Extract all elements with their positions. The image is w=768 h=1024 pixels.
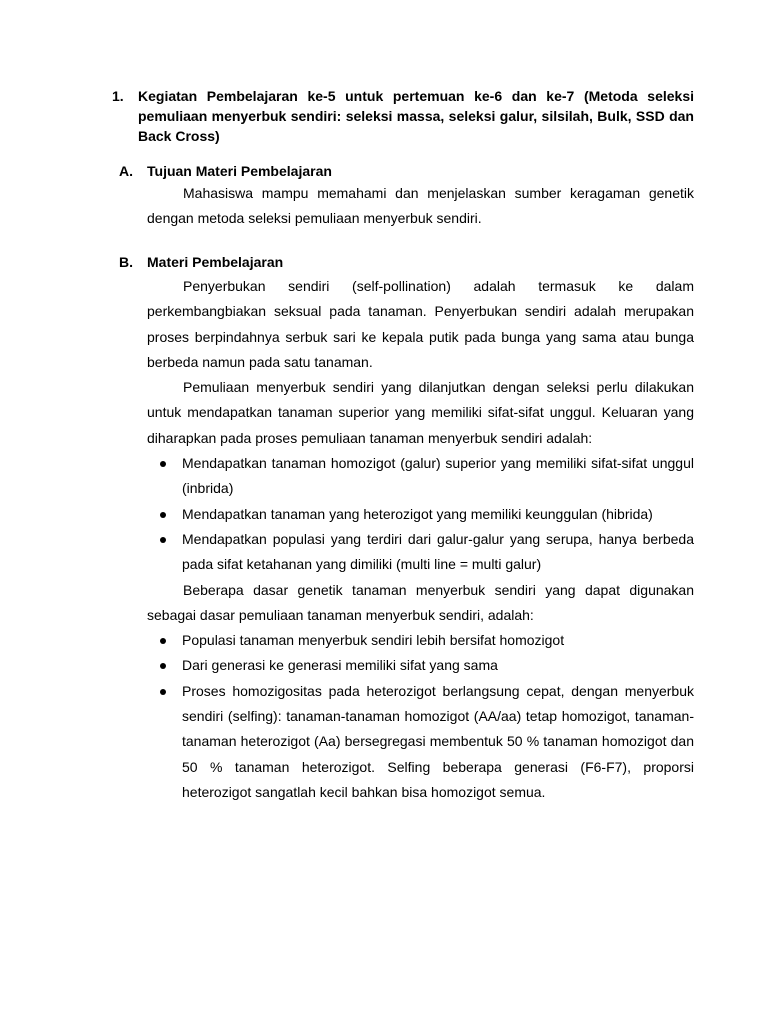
bullet-icon xyxy=(160,512,166,518)
section-b-heading xyxy=(119,252,283,272)
list-item xyxy=(147,653,694,678)
activity-title xyxy=(112,86,694,146)
section-a-letter: A. xyxy=(119,163,133,179)
list-item-text: Mendapatkan tanaman homozigot (galur) superior yang memiliki sifat-sifat unggul (inbrida) xyxy=(182,455,694,497)
section-a-body xyxy=(147,181,694,232)
list-item-text: Dari generasi ke generasi memiliki sifat yang sama xyxy=(182,657,498,674)
section-b-paragraph-1: Penyerbukan sendiri (self-pollination) adalah termasuk ke dalam perkembangbiakan seksual pada tanaman. Penyerbukan sendiri adalah merupakan proses berpindahnya serbuk sari ke kepala putik pada bunga yang sama atau bunga berbeda namun pada satu tanaman. xyxy=(147,278,694,370)
section-a-title: Tujuan Materi Pembelajaran xyxy=(147,163,332,179)
section-a-heading xyxy=(119,161,332,181)
section-b-body xyxy=(147,274,694,805)
list-item xyxy=(147,451,694,502)
title-text: Kegiatan Pembelajaran ke-5 untuk pertemuan ke-6 dan ke-7 (Metoda seleksi pemuliaan menyerbuk sendiri: seleksi massa, seleksi galur, silsilah, Bulk, SSD dan Back Cross) xyxy=(138,88,694,144)
list-item xyxy=(147,527,694,578)
section-b-title: Materi Pembelajaran xyxy=(147,254,284,270)
outcomes-list xyxy=(147,451,694,577)
genetic-basis-list xyxy=(147,628,694,805)
list-item-text: Proses homozigositas pada heterozigot berlangsung cepat, dengan menyerbuk sendiri (selfing): tanaman-tanaman homozigot (AA/aa) tetap homozigot, tanaman-tanaman heterozigot (Aa) bersegregasi membentuk 50 % tanaman homozigot dan 50 % tanaman heterozigot. Selfing beberapa generasi (F6-F7), proporsi heterozigot sangatlah kecil bahkan bisa homozigot semua. xyxy=(182,682,694,800)
bullet-icon xyxy=(160,638,166,644)
section-b-paragraph-3: Beberapa dasar genetik tanaman menyerbuk sendiri yang dapat digunakan sebagai dasar pemuliaan tanaman menyerbuk sendiri, adalah: xyxy=(147,581,694,623)
bullet-icon xyxy=(160,663,166,669)
section-a-paragraph: Mahasiswa mampu memahami dan menjelaskan sumber keragaman genetik dengan metoda seleksi pemuliaan menyerbuk sendiri. xyxy=(147,185,694,227)
list-item xyxy=(147,628,694,653)
list-item xyxy=(147,502,694,527)
bullet-icon xyxy=(160,689,166,695)
bullet-icon xyxy=(160,537,166,543)
list-item-text: Populasi tanaman menyerbuk sendiri lebih bersifat homozigot xyxy=(182,632,565,649)
section-b-letter: B. xyxy=(119,254,133,270)
section-b-paragraph-2: Pemuliaan menyerbuk sendiri yang dilanjutkan dengan seleksi perlu dilakukan untuk mendapatkan tanaman superior yang memiliki sifat-sifat unggul. Keluaran yang diharapkan pada proses pemuliaan tanaman menyerbuk sendiri adalah: xyxy=(147,379,694,446)
list-item xyxy=(147,679,694,805)
list-item-text: Mendapatkan tanaman yang heterozigot yang memiliki keunggulan (hibrida) xyxy=(182,505,653,522)
list-item-text: Mendapatkan populasi yang terdiri dari galur-galur yang serupa, hanya berbeda pada sifat ketahanan yang dimiliki (multi line = multi galur) xyxy=(182,530,694,573)
title-number: 1. xyxy=(112,88,124,104)
bullet-icon xyxy=(160,461,166,467)
